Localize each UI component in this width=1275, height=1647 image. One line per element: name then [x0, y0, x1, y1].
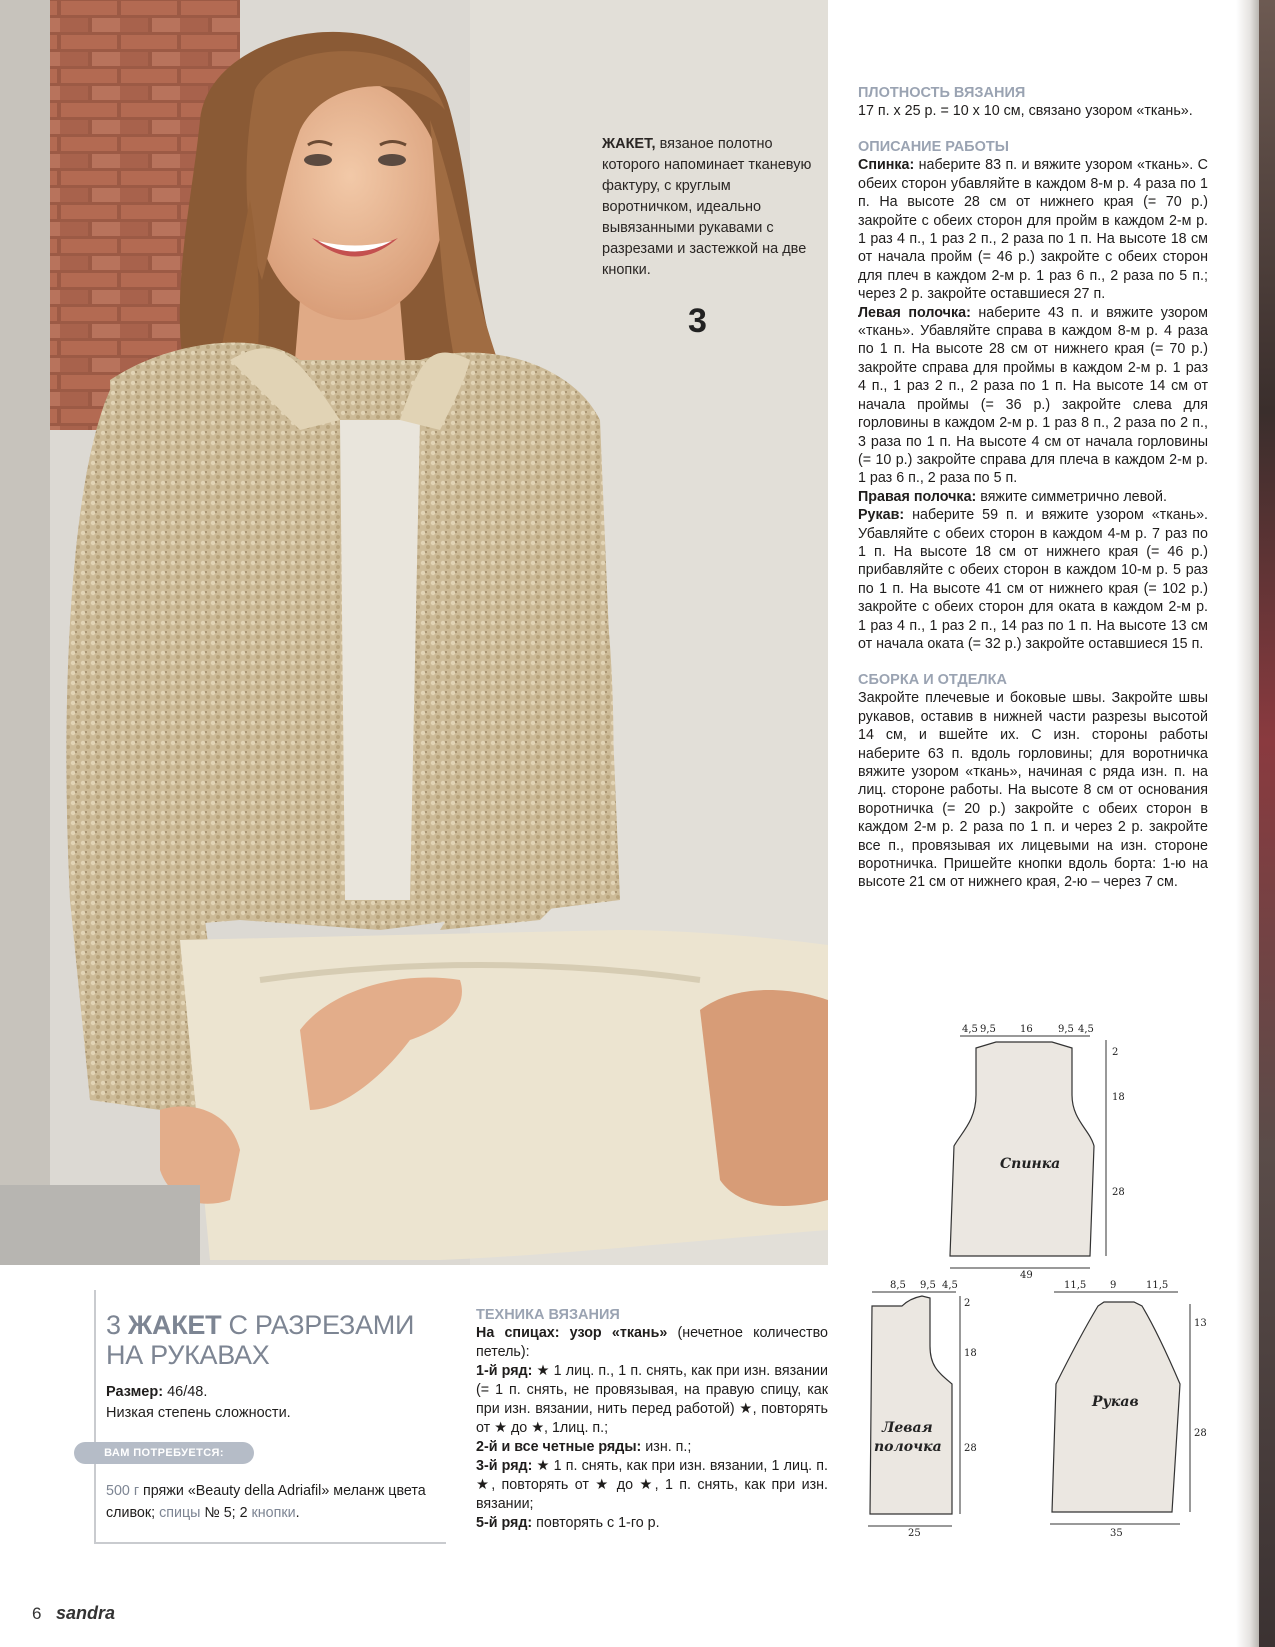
row-5-text: повторять с 1-го р. — [532, 1515, 660, 1531]
page-fold — [1236, 0, 1259, 1647]
back-top-dim-5: 4,5 — [1078, 1024, 1094, 1035]
back-schematic-label: Спинка — [1000, 1156, 1061, 1172]
front-top-dim-2: 9,5 — [920, 1280, 936, 1291]
back-top-dim-2: 9,5 — [980, 1024, 996, 1035]
technique-intro — [476, 1324, 828, 1362]
front-top-dim-3: 4,5 — [942, 1280, 958, 1291]
back-side-dim-1: 2 — [1112, 1047, 1119, 1058]
row-3-text: ★ 1 п. снять, как при изн. вязании, 1 лиц. п. ★, повторять от ★ до ★, 1 п. снять, как при изн. вязании; — [476, 1458, 828, 1512]
sleeve-top-dim-2: 9 — [1110, 1280, 1117, 1291]
sleeve-top-dim-3: 11,5 — [1146, 1280, 1169, 1291]
left-front-label: Левая полочка: — [858, 304, 971, 321]
density-heading: ПЛОТНОСТЬ ВЯЗАНИЯ — [858, 85, 1026, 101]
back-bottom-dim: 49 — [1020, 1270, 1033, 1281]
magazine-brand: sandra — [56, 1603, 116, 1623]
left-front-paragraph — [858, 304, 1208, 488]
photo-caption — [602, 134, 812, 281]
sleeve-paragraph — [858, 506, 1208, 653]
front-top-dim-1: 8,5 — [890, 1280, 906, 1291]
right-front-paragraph — [858, 488, 1208, 506]
back-top-dim-4: 9,5 — [1058, 1024, 1074, 1035]
row-2-label: 2-й и все четные ряды: — [476, 1439, 642, 1455]
title-line-2: НА РУКАВАХ — [106, 1340, 270, 1370]
technique-intro-label: На спицах: узор «ткань» — [476, 1325, 668, 1341]
technique-intro-text: (нечетное количество петель): — [476, 1325, 828, 1360]
requirements-badge: ВАМ ПОТРЕБУЕТСЯ: — [74, 1442, 254, 1464]
row-5-label: 5-й ряд: — [476, 1515, 533, 1531]
front-side-dim-2: 18 — [964, 1348, 977, 1359]
density-text: 17 п. x 25 р. = 10 x 10 см, связано узором «ткань». — [858, 103, 1193, 119]
assembly-text: Закройте плечевые и боковые швы. Закройте швы рукавов, оставив в нижней части разрезы высотой 14 см, и вшейте их. С изн. стороны работы наберите 63 п. вдоль горловины; для воротничка вяжите узором «ткань», начиная с ряда изн. п. на лиц. стороне работы. На высоте 8 см от основания воротничка (= 20 р.) закройте с обеих сторон в каждом 2-м р. 2 раза по 1 п. и через 2 р. закройте все п., провязывая их лицевыми на изн. стороне воротничка. Пришейте кнопки вдоль борта: 1-ю на высоте 21 см от нижнего края, 2-ю – через 7 см. — [858, 690, 1208, 891]
right-front-text: вяжите симметрично левой. — [976, 488, 1167, 505]
difficulty-text: Низкая степень сложности. — [106, 1405, 291, 1421]
sleeve-side-dim-1: 13 — [1194, 1318, 1207, 1329]
sleeve-schematic — [1050, 1276, 1210, 1551]
back-top-dim-3: 16 — [1020, 1024, 1033, 1035]
model-number: 3 — [688, 302, 707, 340]
caption-title: ЖАКЕТ, — [602, 136, 656, 152]
sleeve-label: Рукав: — [858, 507, 905, 524]
back-schematic — [940, 1020, 1140, 1295]
size-value: 46/48. — [163, 1384, 208, 1400]
back-side-dim-3: 28 — [1112, 1187, 1125, 1198]
sleeve-top-dim-1: 11,5 — [1064, 1280, 1087, 1291]
caption-text: вязаное полотно которого напоминает тканевую фактуру, с круглым воротничком, идеально вывязанными рукавами с разрезами и застежкой на две кнопки. — [602, 136, 812, 278]
size-label: Размер: — [106, 1384, 164, 1400]
row-5 — [476, 1514, 828, 1533]
back-paragraph — [858, 156, 1208, 303]
front-bottom-dim: 25 — [908, 1528, 921, 1539]
requirements-text — [106, 1480, 436, 1524]
sleeve-schematic-label: Рукав — [1092, 1394, 1139, 1410]
yarn-text: пряжи «Beauty della Adriafil» меланж цвета сливок; — [106, 1483, 426, 1521]
instructions-column — [858, 84, 1208, 892]
back-top-dim-1: 4,5 — [962, 1024, 978, 1035]
technique-block — [476, 1306, 828, 1533]
left-front-text: наберите 43 п. и вяжите узором «ткань». Убавляйте справа в каждом 8-м р. 4 раза по 1 п. На высоте 28 см от нижнего края (= 70 р.) закройте справа для проймы в каждом 2-м р. 1 раз 4 п., 1 раз 2 п., 2 раза по 1 п. На высоте 14 см от начала проймы (= 36 р.) закройте слева для горловины в каждом 2-м р. 1 раз 8 п., 2 раза по 2 п., 3 раза по 1 п. На высоте 4 см от начала горловины (= 10 р.) закройте справа для плеча в каждом 2-м р. 1 раз 6 п., 2 раза по 5 п. — [858, 304, 1208, 487]
sleeve-bottom-dim: 35 — [1110, 1528, 1123, 1539]
sleeve-side-dim-2: 28 — [1194, 1428, 1207, 1439]
work-heading: ОПИСАНИЕ РАБОТЫ — [858, 139, 1009, 156]
title-number: 3 — [106, 1310, 121, 1340]
right-front-label: Правая полочка: — [858, 488, 977, 505]
row-2-text: изн. п.; — [641, 1439, 692, 1455]
row-3-label: 3-й ряд: — [476, 1458, 533, 1474]
adjacent-page-strip — [1259, 0, 1275, 1647]
sleeve-text: наберите 59 п. и вяжите узором «ткань». Убавляйте с обеих сторон в каждом 4-м р. 7 раз по 1 п. На высоте 18 см от нижнего края (= 46 р.) прибавляйте с обеих сторон в каждом 10-м р. 5 раз по 1 п. На высоте 41 см от нижнего края (= 102 р.) закройте с обеих сторон для оката в каждом 2-м р. 1 раз 4 п., 1 раз 2 п., 14 раз по 1 п. На высоте 13 см от начала оката (= 32 р.) закройте оставшиеся 15 п. — [858, 507, 1208, 652]
page-number: 6 — [32, 1604, 42, 1623]
title-line-1: С РАЗРЕЗАМИ — [221, 1310, 415, 1340]
row-1-text: ★ 1 лиц. п., 1 п. снять, как при изн. вязании (= 1 п. снять, не провязывая, на правую спицу, как при изн. вязании, нить перед работой) ★, повторять от ★ до ★, 1лиц. п.; — [476, 1363, 828, 1436]
back-side-dim-2: 18 — [1112, 1092, 1125, 1103]
back-label: Спинка: — [858, 157, 915, 174]
technique-heading: ТЕХНИКА ВЯЗАНИЯ — [476, 1307, 620, 1323]
row-2 — [476, 1438, 828, 1457]
back-text: наберите 83 п. и вяжите узором «ткань». С обеих сторон убавляйте в каждом 8-м р. 4 раза по 1 п. На высоте 28 см от нижнего края (= 70 р.) закройте с обеих сторон для пройм в каждом 2-м р. 1 раз 4 п., 1 раз 2 п., 2 раза по 1 п. На высоте 18 см от начала пройм (= 46 р.) закройте с обеих сторон для плеч в каждом 2-м р. 1 раз 6 п., 2 раза по 5 п.; через 2 р. закройте оставшиеся 27 п. — [858, 157, 1208, 303]
size-block — [106, 1382, 436, 1424]
row-1-label: 1-й ряд: — [476, 1363, 533, 1379]
row-3 — [476, 1457, 828, 1514]
page-title — [106, 1310, 446, 1370]
front-side-dim-3: 28 — [964, 1443, 977, 1454]
yarn-amount: 500 г — [106, 1483, 140, 1499]
front-side-dim-1: 2 — [964, 1298, 971, 1309]
buttons-word: кнопки — [251, 1505, 296, 1521]
front-schematic-label-1: Левая — [882, 1420, 933, 1436]
left-front-schematic — [868, 1276, 978, 1551]
needles-number: № 5; 2 — [200, 1505, 252, 1521]
row-1 — [476, 1362, 828, 1438]
front-schematic-label-2: полочка — [874, 1439, 942, 1455]
requirements-end: . — [295, 1505, 300, 1521]
assembly-heading: СБОРКА И ОТДЕЛКА — [858, 672, 1007, 689]
title-strong: ЖАКЕТ — [127, 1310, 222, 1340]
needles-word: спицы — [159, 1505, 201, 1521]
